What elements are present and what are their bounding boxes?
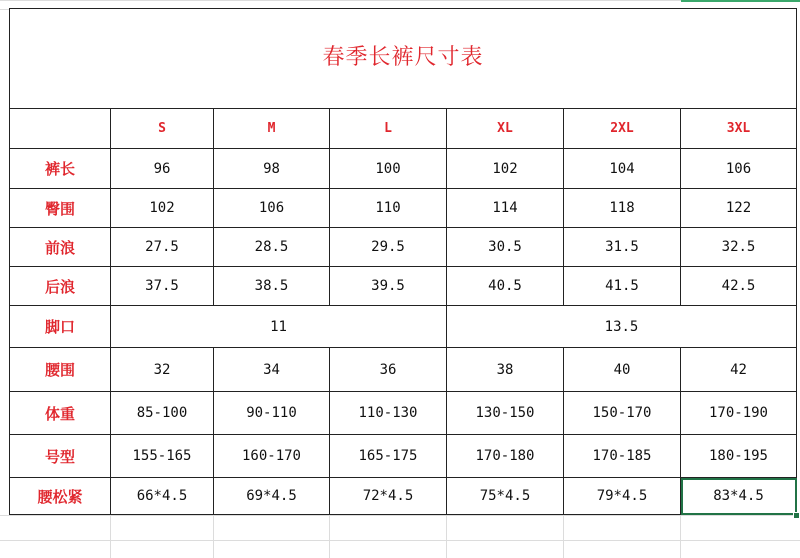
row-label[interactable]: 前浪 [10,228,111,267]
row-label[interactable]: 臀围 [10,189,111,228]
selection-fill-handle[interactable] [793,512,800,519]
row-label[interactable]: 脚口 [10,306,111,348]
table-row [10,267,797,306]
data-cell[interactable]: 170-180 [447,435,564,478]
row-label[interactable]: 腰松紧 [10,478,111,515]
data-cell[interactable]: 28.5 [214,228,330,267]
table-row [10,228,797,267]
data-cell[interactable]: 104 [564,149,681,189]
data-cell[interactable]: 90-110 [214,392,330,435]
table-row [10,149,797,189]
table-row [10,348,797,392]
selected-cell[interactable]: 83*4.5 [681,478,797,515]
data-cell[interactable]: 66*4.5 [111,478,214,515]
merged-cell-cuff-small[interactable]: 11 [111,306,447,348]
data-cell[interactable]: 150-170 [564,392,681,435]
data-cell[interactable]: 165-175 [330,435,447,478]
data-cell[interactable]: 37.5 [111,267,214,306]
data-cell[interactable]: 110-130 [330,392,447,435]
data-cell[interactable]: 160-170 [214,435,330,478]
title-row [10,9,797,109]
data-cell[interactable]: 29.5 [330,228,447,267]
data-cell[interactable]: 114 [447,189,564,228]
data-cell[interactable]: 39.5 [330,267,447,306]
table-row [10,392,797,435]
data-cell[interactable]: 34 [214,348,330,392]
data-cell[interactable]: 75*4.5 [447,478,564,515]
data-cell[interactable]: 106 [214,189,330,228]
data-cell[interactable]: 122 [681,189,797,228]
data-cell[interactable]: 69*4.5 [214,478,330,515]
table-title: 春季长裤尺寸表 [322,45,484,70]
data-cell[interactable]: 102 [111,189,214,228]
data-cell[interactable]: 118 [564,189,681,228]
data-cell[interactable]: 31.5 [564,228,681,267]
size-header-3xl[interactable]: 3XL [681,109,797,149]
data-cell[interactable]: 106 [681,149,797,189]
table-row-cuff [10,306,797,348]
data-cell[interactable]: 130-150 [447,392,564,435]
data-cell[interactable]: 38.5 [214,267,330,306]
size-header-s[interactable]: S [111,109,214,149]
row-label[interactable]: 体重 [10,392,111,435]
row-label[interactable]: 后浪 [10,267,111,306]
row-label[interactable]: 腰围 [10,348,111,392]
size-header-xl[interactable]: XL [447,109,564,149]
data-cell[interactable]: 36 [330,348,447,392]
data-cell[interactable]: 42 [681,348,797,392]
data-cell[interactable]: 102 [447,149,564,189]
data-cell[interactable]: 79*4.5 [564,478,681,515]
merged-cell-cuff-large[interactable]: 13.5 [447,306,797,348]
size-header-m[interactable]: M [214,109,330,149]
row-label[interactable]: 裤长 [10,149,111,189]
data-cell[interactable]: 170-190 [681,392,797,435]
data-cell[interactable]: 85-100 [111,392,214,435]
table-row [10,435,797,478]
data-cell[interactable]: 98 [214,149,330,189]
data-cell[interactable]: 42.5 [681,267,797,306]
data-cell[interactable]: 110 [330,189,447,228]
table-title-cell[interactable] [10,9,797,109]
column-selection-indicator [681,0,800,6]
data-cell[interactable]: 170-185 [564,435,681,478]
data-cell[interactable]: 180-195 [681,435,797,478]
data-cell[interactable]: 32.5 [681,228,797,267]
size-chart-table [9,8,797,515]
data-cell[interactable]: 40.5 [447,267,564,306]
corner-cell[interactable] [10,109,111,149]
data-cell[interactable]: 96 [111,149,214,189]
size-header-l[interactable]: L [330,109,447,149]
table-row [10,189,797,228]
data-cell[interactable]: 40 [564,348,681,392]
data-cell[interactable]: 100 [330,149,447,189]
data-cell[interactable]: 27.5 [111,228,214,267]
data-cell[interactable]: 41.5 [564,267,681,306]
header-row [10,109,797,149]
data-cell[interactable]: 30.5 [447,228,564,267]
data-cell[interactable]: 72*4.5 [330,478,447,515]
row-label[interactable]: 号型 [10,435,111,478]
data-cell[interactable]: 32 [111,348,214,392]
size-header-2xl[interactable]: 2XL [564,109,681,149]
table-row [10,478,797,515]
data-cell[interactable]: 155-165 [111,435,214,478]
data-cell[interactable]: 38 [447,348,564,392]
